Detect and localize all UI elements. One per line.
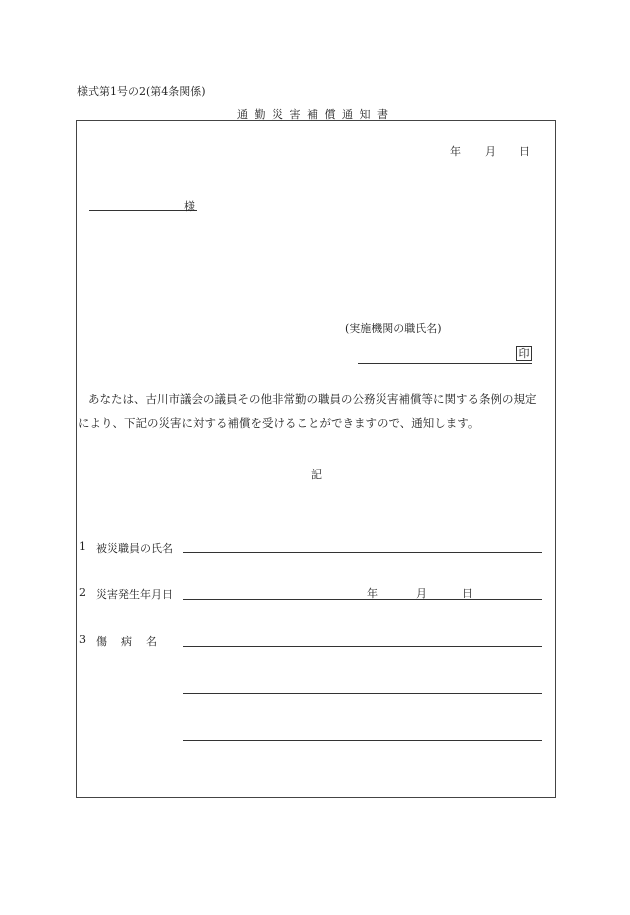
addressee-name-field[interactable] [89, 210, 197, 211]
incident-date-day-label: 日 [462, 587, 473, 600]
item-2-number: 2 [79, 586, 86, 599]
issue-date-month-label: 月 [485, 145, 496, 158]
injury-name-field-line-2[interactable] [183, 693, 542, 694]
issuer-label: (実施機関の職氏名) [345, 322, 442, 335]
document-title: 通勤災害補償通知書 [237, 108, 395, 121]
incident-date-year-label: 年 [367, 587, 378, 600]
item-1-number: 1 [79, 540, 86, 553]
issue-date-year-label: 年 [450, 145, 461, 158]
incident-date-field[interactable] [183, 599, 542, 600]
issue-date-day-label: 日 [519, 145, 530, 158]
item-2-label: 災害発生年月日 [96, 588, 173, 601]
form-frame [76, 120, 556, 798]
incident-date-month-label: 月 [416, 587, 427, 600]
injury-name-field-line-1[interactable] [183, 646, 542, 647]
item-1-label: 被災職員の氏名 [96, 542, 173, 555]
seal-mark: 印 [516, 346, 532, 361]
victim-name-field[interactable] [183, 552, 542, 553]
body-text-line-1: あなたは、古川市議会の議員その他非常勤の職員の公務災害補償等に関する条例の規定 [88, 392, 537, 406]
body-text-line-2: により、下記の災害に対する補償を受けることができますので、通知します。 [78, 416, 480, 430]
item-3-number: 3 [79, 633, 86, 646]
addressee-honorific: 様 [184, 200, 195, 213]
ki-heading: 記 [311, 468, 322, 481]
injury-name-field-line-3[interactable] [183, 740, 542, 741]
issuer-name-field[interactable] [358, 363, 532, 364]
form-number-label: 様式第1号の2(第4条関係) [77, 85, 206, 98]
item-3-label: 傷病名 [96, 635, 171, 648]
